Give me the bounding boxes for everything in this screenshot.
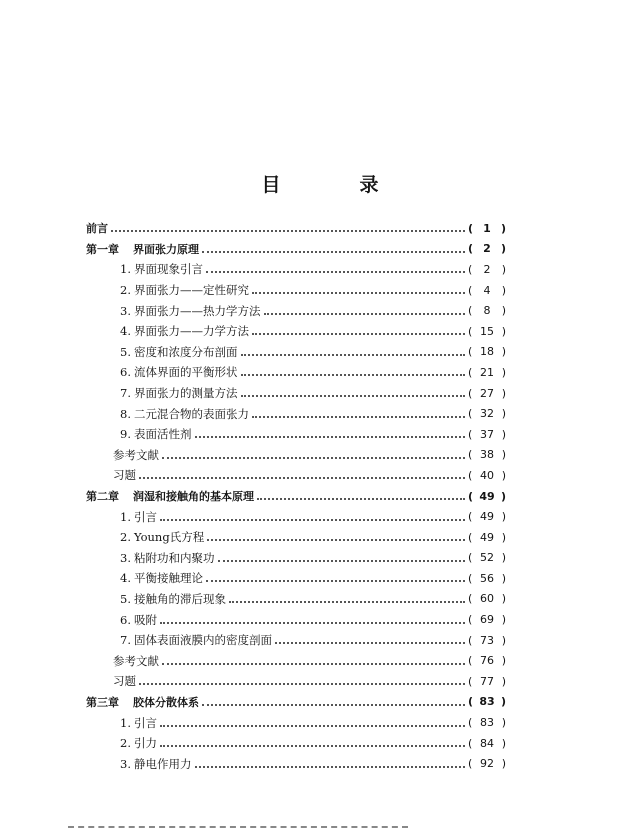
entry-title: Young氏方程 — [134, 530, 205, 545]
dot-leader — [195, 754, 466, 768]
toc-entry-label — [113, 385, 238, 401]
toc-section-entry[interactable] — [86, 383, 506, 404]
section-number: 6. — [120, 612, 131, 627]
section-number: 4. — [120, 571, 131, 586]
page-number: ( 37 ) — [468, 427, 506, 441]
entry-title: 界面张力的测量方法 — [134, 386, 238, 401]
dot-leader — [206, 259, 465, 273]
page-number: ( 21 ) — [468, 365, 506, 379]
section-number: 7. — [120, 633, 131, 648]
toc-entry-label — [113, 406, 249, 422]
toc-section-entry[interactable] — [86, 362, 506, 383]
section-number: 7. — [120, 386, 131, 401]
toc-section-entry[interactable] — [86, 321, 506, 342]
section-number: 1. — [120, 509, 131, 524]
toc-section-entry[interactable] — [86, 403, 506, 424]
toc-entry-label — [113, 735, 157, 751]
entry-title: 参考文献 — [113, 653, 159, 668]
toc-section-entry[interactable] — [86, 280, 506, 301]
toc-entry-label — [113, 715, 157, 731]
entry-title: 吸附 — [134, 612, 157, 627]
entry-title: 习题 — [113, 674, 136, 689]
dot-leader — [162, 651, 465, 665]
entry-title: 胶体分散体系 — [133, 695, 199, 709]
entry-title: 表面活性剂 — [134, 427, 192, 442]
section-number: 1. — [120, 715, 131, 730]
page-number: ( 8 ) — [468, 304, 506, 318]
toc-entry-label — [113, 323, 249, 339]
dot-leader — [160, 507, 465, 521]
dot-leader — [207, 527, 465, 541]
toc-entry-label — [86, 488, 254, 504]
section-number: 5. — [120, 344, 131, 359]
section-number: 6. — [120, 365, 131, 380]
section-number: 9. — [120, 427, 131, 442]
dot-leader — [257, 486, 465, 500]
toc-section-entry[interactable] — [86, 424, 506, 445]
entry-title: 引力 — [134, 736, 157, 751]
page-number: ( 32 ) — [468, 407, 506, 421]
dot-leader — [229, 589, 465, 603]
section-number: 2. — [120, 283, 131, 298]
toc-entry-label — [113, 612, 157, 628]
toc-entry-label — [113, 467, 136, 483]
toc-section-entry[interactable] — [86, 527, 506, 548]
section-number: 8. — [120, 406, 131, 421]
dot-leader — [160, 713, 465, 727]
toc-chapter-entry[interactable] — [86, 486, 506, 507]
page-number: ( 40 ) — [468, 468, 506, 482]
toc-section-entry[interactable] — [86, 589, 506, 610]
page-number: ( 77 ) — [468, 674, 506, 688]
entry-title: 粘附功和内聚功 — [134, 550, 215, 565]
dot-leader — [162, 445, 465, 459]
page-number: ( 2 ) — [468, 242, 506, 256]
toc-chapter-entry[interactable] — [86, 692, 506, 713]
page-number: ( 18 ) — [468, 345, 506, 359]
entry-title: 密度和浓度分布剖面 — [134, 344, 238, 359]
page-number: ( 49 ) — [468, 530, 506, 544]
entry-title: 二元混合物的表面张力 — [134, 406, 249, 421]
page-number: ( 38 ) — [468, 448, 506, 462]
page-number: ( 27 ) — [468, 386, 506, 400]
dot-leader — [218, 548, 466, 562]
section-number: 4. — [120, 324, 131, 339]
toc-section-entry[interactable] — [86, 548, 506, 569]
toc-section-entry[interactable] — [86, 300, 506, 321]
toc-entry-label — [113, 509, 157, 525]
page-number: ( 83 ) — [468, 695, 506, 709]
footer-rule — [68, 826, 408, 828]
page-number: ( 49 ) — [468, 489, 506, 503]
section-number: 3. — [120, 550, 131, 565]
toc-section-entry[interactable] — [86, 753, 506, 774]
page-number: ( 60 ) — [468, 592, 506, 606]
page-number: ( 73 ) — [468, 633, 506, 647]
dot-leader — [252, 321, 465, 335]
page-number: ( 49 ) — [468, 510, 506, 524]
dot-leader — [206, 568, 465, 582]
entry-title: 静电作用力 — [134, 756, 192, 771]
page-number: ( 15 ) — [468, 324, 506, 338]
entry-title: 接触角的滞后现象 — [134, 591, 226, 606]
page-number: ( 83 ) — [468, 716, 506, 730]
toc-chapter-entry[interactable] — [86, 218, 506, 239]
toc-entry-label — [113, 653, 159, 669]
page-number: ( 76 ) — [468, 654, 506, 668]
toc-section-entry[interactable] — [86, 506, 506, 527]
dot-leader — [252, 280, 465, 294]
toc-entry-label — [113, 303, 261, 319]
dot-leader — [241, 342, 466, 356]
chapter-number: 第二章 — [86, 490, 119, 504]
dot-leader — [275, 630, 465, 644]
entry-title: 界面现象引言 — [134, 262, 203, 277]
toc-entry-label — [113, 591, 226, 607]
toc-section-entry[interactable] — [86, 733, 506, 754]
entry-title: 引言 — [134, 509, 157, 524]
page-number: ( 92 ) — [468, 757, 506, 771]
page-number: ( 69 ) — [468, 613, 506, 627]
page-title: 目 录 — [261, 174, 409, 196]
toc-entry-label — [86, 241, 199, 257]
toc-entry-label — [113, 529, 204, 545]
dot-leader — [195, 424, 466, 438]
entry-title: 引言 — [134, 715, 157, 730]
toc-entry-label — [86, 694, 199, 710]
section-number: 5. — [120, 591, 131, 606]
toc-entry-label — [113, 364, 238, 380]
dot-leader — [252, 404, 465, 418]
chapter-number: 第一章 — [86, 242, 119, 256]
dot-leader — [160, 610, 465, 624]
toc-section-entry[interactable] — [86, 630, 506, 651]
entry-title: 前言 — [86, 222, 108, 236]
toc-entry-label — [113, 756, 192, 772]
entry-title: 润湿和接触角的基本原理 — [133, 490, 254, 504]
section-number: 2. — [120, 736, 131, 751]
chapter-number: 第三章 — [86, 695, 119, 709]
page-number: ( 52 ) — [468, 551, 506, 565]
toc-section-entry[interactable] — [86, 650, 506, 671]
dot-leader — [241, 362, 466, 376]
toc-section-entry[interactable] — [86, 465, 506, 486]
toc-section-entry[interactable] — [86, 259, 506, 280]
toc-section-entry[interactable] — [86, 568, 506, 589]
section-number: 2. — [120, 530, 131, 545]
entry-title: 界面张力——定性研究 — [134, 283, 249, 298]
entry-title: 参考文献 — [113, 447, 159, 462]
entry-title: 界面张力原理 — [133, 242, 199, 256]
toc-entry-label — [113, 673, 136, 689]
page-number: ( 1 ) — [468, 221, 506, 235]
dot-leader — [111, 218, 465, 232]
section-number: 3. — [120, 756, 131, 771]
entry-title: 界面张力——力学方法 — [134, 324, 249, 339]
page-number: ( 56 ) — [468, 571, 506, 585]
section-number: 3. — [120, 303, 131, 318]
entry-title: 流体界面的平衡形状 — [134, 365, 238, 380]
toc-entry-label — [113, 570, 203, 586]
toc-entry-label — [86, 220, 108, 236]
dot-leader — [241, 383, 466, 397]
toc-entry-label — [113, 447, 159, 463]
toc-section-entry[interactable] — [86, 609, 506, 630]
toc-section-entry[interactable] — [86, 342, 506, 363]
toc-entry-label — [113, 261, 203, 277]
toc-section-entry[interactable] — [86, 671, 506, 692]
entry-title: 界面张力——热力学方法 — [134, 303, 261, 318]
dot-leader — [160, 733, 465, 747]
dot-leader — [202, 239, 465, 253]
toc-entry-label — [113, 344, 238, 360]
dot-leader — [139, 465, 465, 479]
page-number: ( 4 ) — [468, 283, 506, 297]
dot-leader — [202, 692, 465, 706]
section-number: 1. — [120, 262, 131, 277]
toc-entry-label — [113, 282, 249, 298]
toc-section-entry[interactable] — [86, 712, 506, 733]
toc-section-entry[interactable] — [86, 445, 506, 466]
toc-entry-label — [113, 632, 272, 648]
page-number: ( 84 ) — [468, 736, 506, 750]
toc-entry-label — [113, 426, 192, 442]
entry-title: 平衡接触理论 — [134, 571, 203, 586]
dot-leader — [139, 671, 465, 685]
entry-title: 固体表面液膜内的密度剖面 — [134, 633, 272, 648]
toc-chapter-entry[interactable] — [86, 239, 506, 260]
toc-entry-label — [113, 550, 215, 566]
page-number: ( 2 ) — [468, 262, 506, 276]
dot-leader — [264, 301, 466, 315]
table-of-contents — [86, 218, 506, 774]
entry-title: 习题 — [113, 468, 136, 483]
